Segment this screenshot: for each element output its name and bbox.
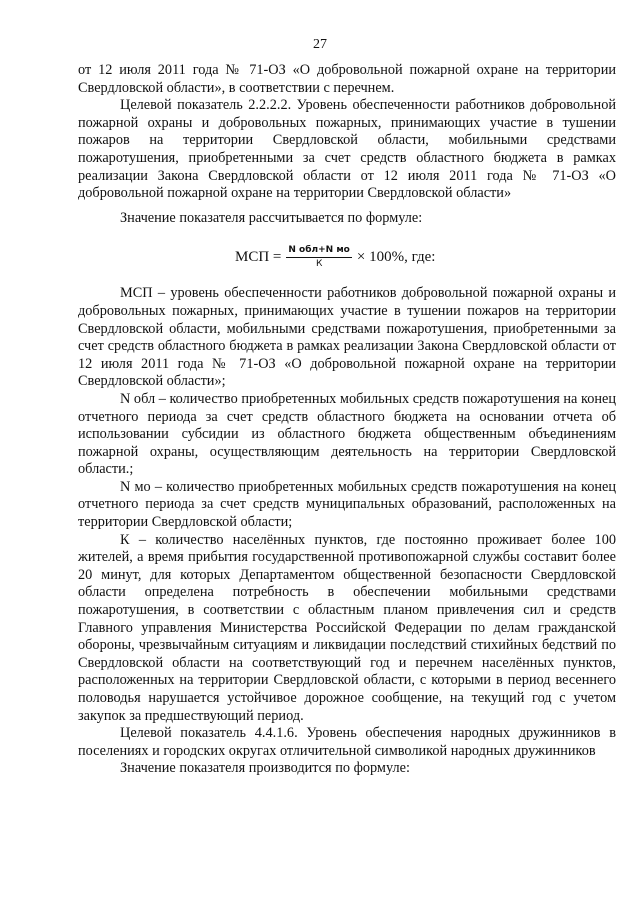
formula-fraction [286,245,351,270]
formula-denominator: К [315,258,323,269]
paragraph-formula-intro-2: Значение показателя производится по формуле: [120,760,410,777]
paragraph-continuation: от 12 июля 2011 года № 71-ОЗ «О добровольной пожарной охране на территории Свердловской области», в соответствии с перечнем. [78,62,616,96]
formula-numerator: N обл+N мо [286,245,351,258]
formula-rhs: × 100%, где: [356,248,436,265]
paragraph-nobl-definition: N обл – количество приобретенных мобильных средств пожаротушения на конец отчетного периода за счет средств областного бюджета на основании отчета об использовании субсидии из областного бюджета общественным объединениям пожарной охраны, осуществляющим деятельность на территории Свердловской области.; [78,390,616,478]
paragraph-nmo-definition: N мо – количество приобретенных мобильных средств пожаротушения на конец отчетного периода за счет средств муниципальных образований, расположенных на территории Свердловской области; [78,478,616,531]
page-number: 27 [313,37,327,52]
paragraph-indicator-2-2-2-2: Целевой показатель 2.2.2.2. Уровень обеспеченности работников добровольной пожарной охраны и добровольных пожарных, принимающих участие в тушении пожаров на территории Свердловской области, мобильными средствами пожаротушения, приобретенными за счет средств областного бюджета в рамках реализации Закона Свердловской области от 12 июля 2011 года № 71-ОЗ «О добровольной пожарной охране на территории Свердловской области» [78,97,616,202]
paragraph-msp-definition: МСП – уровень обеспеченности работников добровольной пожарной охраны и добровольных пожарных, принимающих участие в тушении пожаров на территории Свердловской области, мобильными средствами пожаротушения, приобретенными за счет средств областного бюджета в рамках реализации Закона Свердловской области от 12 июля 2011 года № 71-ОЗ «О добровольной пожарной охране на территории Свердловской области»; [78,285,616,390]
paragraph-formula-intro: Значение показателя рассчитывается по формуле: [120,209,423,226]
paragraph-k-definition: К – количество населённых пунктов, где постоянно проживает более 100 жителей, а время прибытия государственной противопожарной службы составит более 20 минут, для которых Департаментом общественной безопасности Свердловской области определена потребность в обеспечении мобильными средствами пожаротушения, в соответствии с областным планом привлечения сил и средств Главного управления Министерства Российской Федерации по делам гражданской обороны, чрезвычайным ситуациям и ликвидации последствий стихийных бедствий по Свердловской области на соответствующий год и перечнем населённых пунктов, расположенных на территории Свердловской области, с которыми в период весеннего половодья нарушается устойчивое дорожное сообщение, на текущий год с учетом закупок за предшествующий период. [78,531,616,724]
formula [78,235,616,279]
document-body [78,62,616,778]
formula-lhs: МСП = [235,248,282,265]
paragraph-indicator-4-4-1-6: Целевой показатель 4.4.1.6. Уровень обеспечения народных дружинников в поселениях и городских округах отличительной символикой народных дружинников [78,725,616,759]
